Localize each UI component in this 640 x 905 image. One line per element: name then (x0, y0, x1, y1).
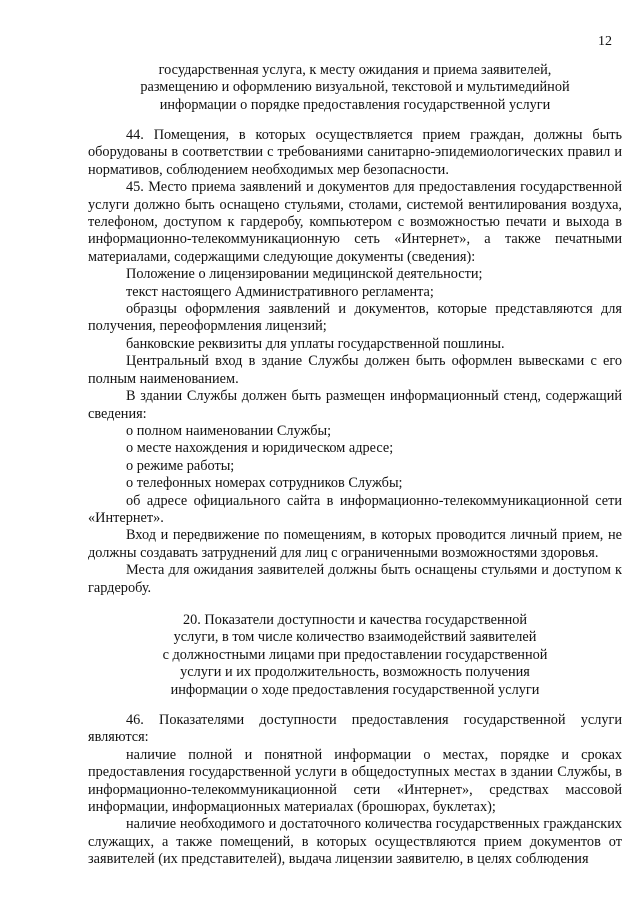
heading-line: информации о порядке предоставления государственной услуги (159, 96, 551, 113)
paragraph-44: 44. Помещения, в которых осуществляется прием граждан, должны быть оборудованы в соответствии с требованиями санитарно-эпидемиологических правил и нормативов, соблюдением необходимых мер безопасности. (88, 127, 622, 178)
paragraph-45: 45. Место приема заявлений и документов для предоставления государственной услуги должно быть оснащено стульями, столами, системой вентилирования воздуха, телефоном, доступом к гардеробу, компьютером с возможностью печати и выхода в информационно-телекоммуникационную сеть «Интернет», а также печатными материалами, содержащими следующие документы (сведения): (88, 179, 622, 265)
paragraph-entrance: Центральный вход в здание Службы должен быть оформлен вывесками с его полным наименованием. (88, 353, 622, 387)
stand-item: о месте нахождения и юридическом адресе; (126, 440, 394, 457)
stand-item: об адресе официального сайта в информационно-телекоммуникационной сети «Интернет». (88, 492, 622, 526)
indicator-item: наличие необходимого и достаточного количества государственных гражданских служащих, а также помещений, в которых осуществляются прием документов от заявителей (их представителей), выдача лицензии заявителю, в целях соблюдения (88, 816, 622, 868)
document-item: текст настоящего Административного регламента; (126, 283, 434, 300)
stand-item: о режиме работы; (126, 457, 235, 474)
heading-line: с должностными лицами при предоставлении государственной (162, 646, 548, 663)
paragraph-46: 46. Показателями доступности предоставления государственной услуги являются: (88, 712, 622, 746)
section-premises (88, 127, 622, 597)
document-item: Положение о лицензировании медицинской деятельности; (126, 266, 483, 283)
stand-item: о телефонных номерах сотрудников Службы; (126, 475, 403, 492)
top-heading (88, 62, 622, 114)
indicator-item: наличие полной и понятной информации о местах, порядке и сроках предоставления государственной услуги в общедоступных местах в здании Службы, в информационно-телекоммуникационной сети «Интернет», средствах массовой информации, информационных материалах (брошюрах, буклетах); (88, 746, 622, 816)
paragraph-waiting: Места для ожидания заявителей должны быть оснащены стульями и доступом к гардеробу. (88, 562, 622, 596)
section-20-heading (88, 612, 622, 699)
heading-line: размещению и оформлению визуальной, текстовой и мультимедийной (140, 79, 570, 96)
document-item: образцы оформления заявлений и документов, которые представляются для получения, переоформления лицензий; (88, 301, 622, 335)
heading-line: информации о ходе предоставления государственной услуги (170, 681, 540, 698)
paragraph-stand-intro: В здании Службы должен быть размещен информационный стенд, содержащий сведения: (88, 388, 622, 422)
page-number: 12 (598, 34, 612, 49)
heading-line: услуги и их продолжительность, возможность получения (180, 664, 530, 681)
heading-line: услуги, в том числе количество взаимодействий заявителей (173, 629, 537, 646)
heading-line: государственная услуга, к месту ожидания и приема заявителей, (158, 62, 552, 78)
paragraph-movement: Вход и передвижение по помещениям, в которых проводится личный прием, не должны создавать затруднений для лиц с ограниченными возможностями здоровья. (88, 527, 622, 561)
heading-line: 20. Показатели доступности и качества государственной (182, 612, 528, 628)
section-indicators (88, 712, 622, 869)
document-item: банковские реквизиты для уплаты государственной пошлины. (126, 335, 505, 352)
stand-item: о полном наименовании Службы; (126, 422, 332, 439)
